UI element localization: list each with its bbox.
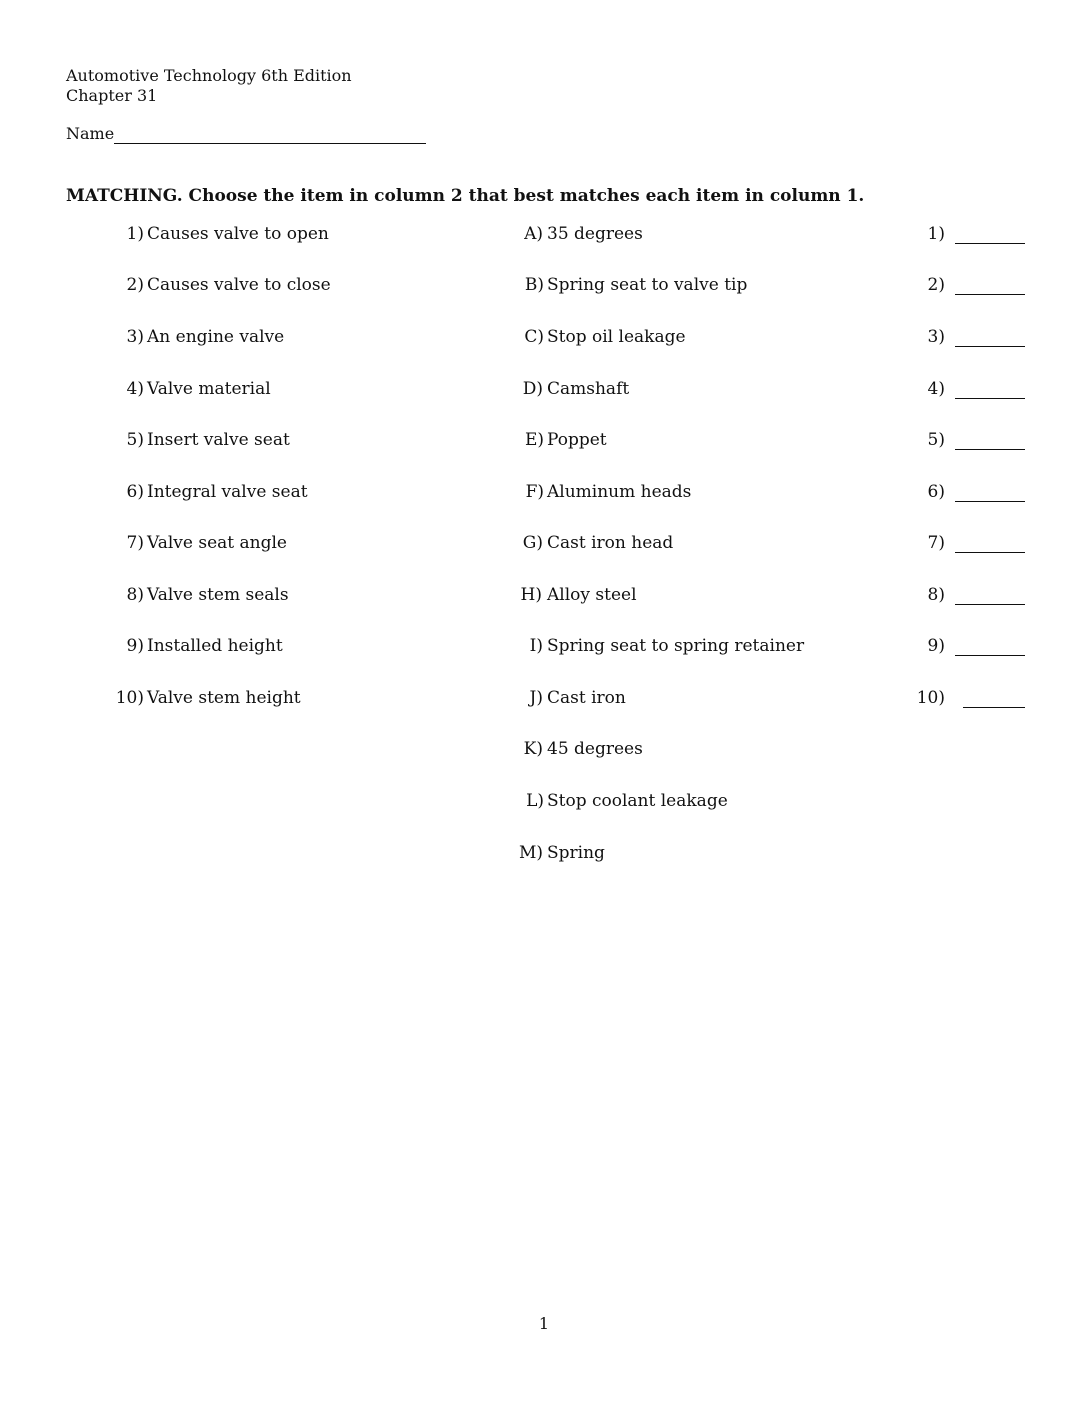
question-text: Valve seat angle (147, 533, 287, 553)
answer-blank[interactable] (955, 431, 1025, 450)
question-text: Causes valve to close (147, 275, 331, 295)
answer-number: 6) (927, 482, 945, 502)
question-number: 7) (126, 533, 144, 553)
question-number: 3) (126, 327, 144, 347)
option-letter: G) (522, 533, 543, 553)
option-text: Spring seat to valve tip (547, 275, 748, 295)
question-number: 6) (126, 482, 144, 502)
option-text: Alloy steel (547, 585, 637, 605)
answer-number: 9) (927, 636, 945, 656)
option-letter: H) (520, 585, 542, 605)
answer-blank[interactable] (963, 689, 1025, 708)
option-text: Camshaft (547, 379, 630, 399)
instructions: MATCHING. Choose the item in column 2 that best matches each item in column 1. (66, 186, 865, 206)
question-text: An engine valve (147, 327, 285, 347)
matching-row (0, 686, 1088, 710)
name-row (66, 124, 426, 144)
option-letter: L) (526, 791, 544, 811)
question-number: 10) (115, 688, 144, 708)
option-text: Cast iron head (547, 533, 674, 553)
option-text: Stop oil leakage (547, 327, 686, 347)
matching-row (0, 377, 1088, 401)
option-text: Stop coolant leakage (547, 791, 728, 811)
answer-blank[interactable] (955, 586, 1025, 605)
answer-number: 5) (927, 430, 945, 450)
option-letter: M) (518, 843, 543, 863)
matching-row (0, 583, 1088, 607)
answer-number: 7) (927, 533, 945, 553)
name-field[interactable] (114, 124, 426, 144)
option-text: Cast iron (547, 688, 626, 708)
question-number: 5) (126, 430, 144, 450)
option-letter: I) (529, 636, 543, 656)
option-row (0, 737, 1088, 761)
question-number: 9) (126, 636, 144, 656)
answer-blank[interactable] (955, 483, 1025, 502)
chapter-label: Chapter 31 (66, 86, 158, 105)
book-title: Automotive Technology 6th Edition (66, 66, 352, 85)
question-number: 8) (126, 585, 144, 605)
option-text: Spring (547, 843, 605, 863)
answer-number: 4) (927, 379, 945, 399)
matching-row (0, 480, 1088, 504)
answer-blank[interactable] (955, 380, 1025, 399)
question-text: Valve material (147, 379, 271, 399)
question-number: 4) (126, 379, 144, 399)
answer-blank[interactable] (955, 534, 1025, 553)
matching-row (0, 428, 1088, 452)
option-text: Spring seat to spring retainer (547, 636, 805, 656)
question-number: 2) (126, 275, 144, 295)
option-letter: E) (524, 430, 544, 450)
option-row (0, 841, 1088, 865)
question-text: Valve stem height (147, 688, 301, 708)
option-letter: C) (524, 327, 544, 347)
option-text: Poppet (547, 430, 607, 450)
option-letter: A) (524, 224, 543, 244)
option-text: 45 degrees (547, 739, 643, 759)
option-text: Aluminum heads (547, 482, 692, 502)
answer-number: 1) (927, 224, 945, 244)
matching-row (0, 273, 1088, 297)
option-letter: F) (525, 482, 544, 502)
option-letter: B) (524, 275, 544, 295)
matching-row (0, 634, 1088, 658)
option-letter: J) (529, 688, 543, 708)
document-header (66, 66, 352, 106)
question-text: Valve stem seals (147, 585, 289, 605)
matching-row (0, 531, 1088, 555)
question-text: Causes valve to open (147, 224, 329, 244)
answer-number: 10) (916, 688, 945, 708)
answer-blank[interactable] (955, 637, 1025, 656)
answer-blank[interactable] (955, 276, 1025, 295)
question-text: Installed height (147, 636, 283, 656)
answer-blank[interactable] (955, 225, 1025, 244)
answer-number: 8) (927, 585, 945, 605)
answer-number: 2) (927, 275, 945, 295)
matching-row (0, 325, 1088, 349)
page-number: 1 (538, 1314, 550, 1333)
option-row (0, 789, 1088, 813)
question-number: 1) (126, 224, 144, 244)
option-text: 35 degrees (547, 224, 643, 244)
answer-blank[interactable] (955, 328, 1025, 347)
option-letter: K) (523, 739, 543, 759)
question-text: Integral valve seat (147, 482, 308, 502)
question-text: Insert valve seat (147, 430, 290, 450)
name-label: Name (66, 124, 115, 143)
answer-number: 3) (927, 327, 945, 347)
matching-row (0, 222, 1088, 246)
option-letter: D) (522, 379, 543, 399)
